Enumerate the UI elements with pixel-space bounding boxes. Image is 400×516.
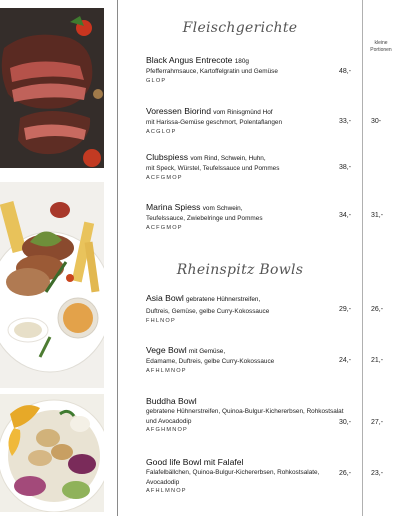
item-price: 24,- [339, 357, 352, 364]
item-price: 38,- [339, 164, 352, 171]
item-price: 33,- [339, 118, 352, 125]
item-name-suffix: vom Rind, Schwein, Huhn, [190, 155, 266, 162]
item-allergens: ACFGMOP [146, 174, 183, 181]
item-name-suffix: mit Gemüse, [188, 348, 226, 355]
item-price: 30,- [339, 419, 352, 426]
item-description: Edamame, Duftreis, gelbe Curry-Kokossauce [146, 358, 275, 365]
item-price-small: 27,- [371, 419, 384, 426]
steak-photo [0, 8, 104, 168]
item-price: 29,- [339, 306, 352, 313]
item-description: mit Harissa-Gemüse geschmort, Polentaflangen [146, 119, 283, 126]
item-allergens: ACGLOP [146, 128, 177, 135]
item-name: Vege Bowl [146, 345, 187, 355]
small-portions-note: kleine Portionen [370, 40, 392, 53]
menu-item [146, 55, 346, 84]
menu-item [146, 106, 346, 135]
item-price-small: 30- [371, 118, 382, 125]
item-allergens: AFGHMNOP [146, 427, 188, 433]
item-description: Falafelbällchen, Quinoa-Bulgur-Kichererbsen, Rohkostsalate, Avocadodip [146, 469, 320, 486]
item-name: Marina Spiess [146, 202, 201, 212]
item-name: Clubspiess [146, 152, 189, 162]
item-price: 26,- [339, 470, 352, 477]
menu-item [146, 202, 346, 231]
item-allergens: AFHLMNOP [146, 488, 187, 494]
item-name-suffix: vom Rinisgmünd Hof [213, 109, 273, 116]
menu-item [146, 345, 346, 374]
item-description: gebratene Hühnerstreifen, Quinoa-Bulgur-Kichererbsen, Rohkostsalat und Avocadodip [146, 408, 344, 425]
section-title-meat: Fleischgerichte [182, 20, 298, 36]
item-name: Good life Bowl mit Falafel [146, 457, 244, 467]
item-name-suffix: vom Schwein, [202, 205, 243, 212]
item-allergens: AFHLMNOP [146, 367, 187, 374]
menu-item [146, 293, 346, 324]
item-price-small: 23,- [371, 470, 384, 477]
item-price-small: 26,- [371, 306, 384, 313]
menu-item [146, 457, 346, 494]
item-description: Teufelssauce, Zwiebelringe und Pommes [146, 215, 263, 222]
bowl-photo [0, 394, 104, 512]
item-description: mit Speck, Würstel, Teufelssauce und Pommes [146, 165, 280, 172]
item-price-small: 31,- [371, 212, 384, 219]
item-name: Buddha Bowl [146, 396, 197, 406]
left-divider [117, 0, 118, 516]
item-name-suffix: 180g [234, 58, 249, 65]
item-description: Duftreis, Gemüse, gelbe Curry-Kokossauce [146, 308, 270, 315]
item-name-suffix: gebratene Hühnerstreifen, [186, 296, 261, 303]
skewer-photo [0, 182, 104, 388]
item-name: Asia Bowl [146, 293, 184, 303]
item-allergens: ACFGMOP [146, 224, 183, 231]
item-allergens: FHLNOP [146, 317, 176, 324]
right-divider [362, 0, 363, 516]
menu-item [146, 396, 346, 433]
item-description: Pfefferrahmsauce, Kartoffelgratin und Gemüse [146, 68, 278, 75]
item-allergens: GLOP [146, 77, 167, 84]
item-price: 48,- [339, 68, 352, 75]
item-name: Voressen Biorind [146, 106, 211, 116]
item-name: Black Angus Entrecote [146, 55, 233, 65]
section-title-bowls: Rheinspitz Bowls [176, 262, 304, 278]
item-price: 34,- [339, 212, 352, 219]
menu-item [146, 152, 346, 181]
item-price-small: 21,- [371, 357, 384, 364]
